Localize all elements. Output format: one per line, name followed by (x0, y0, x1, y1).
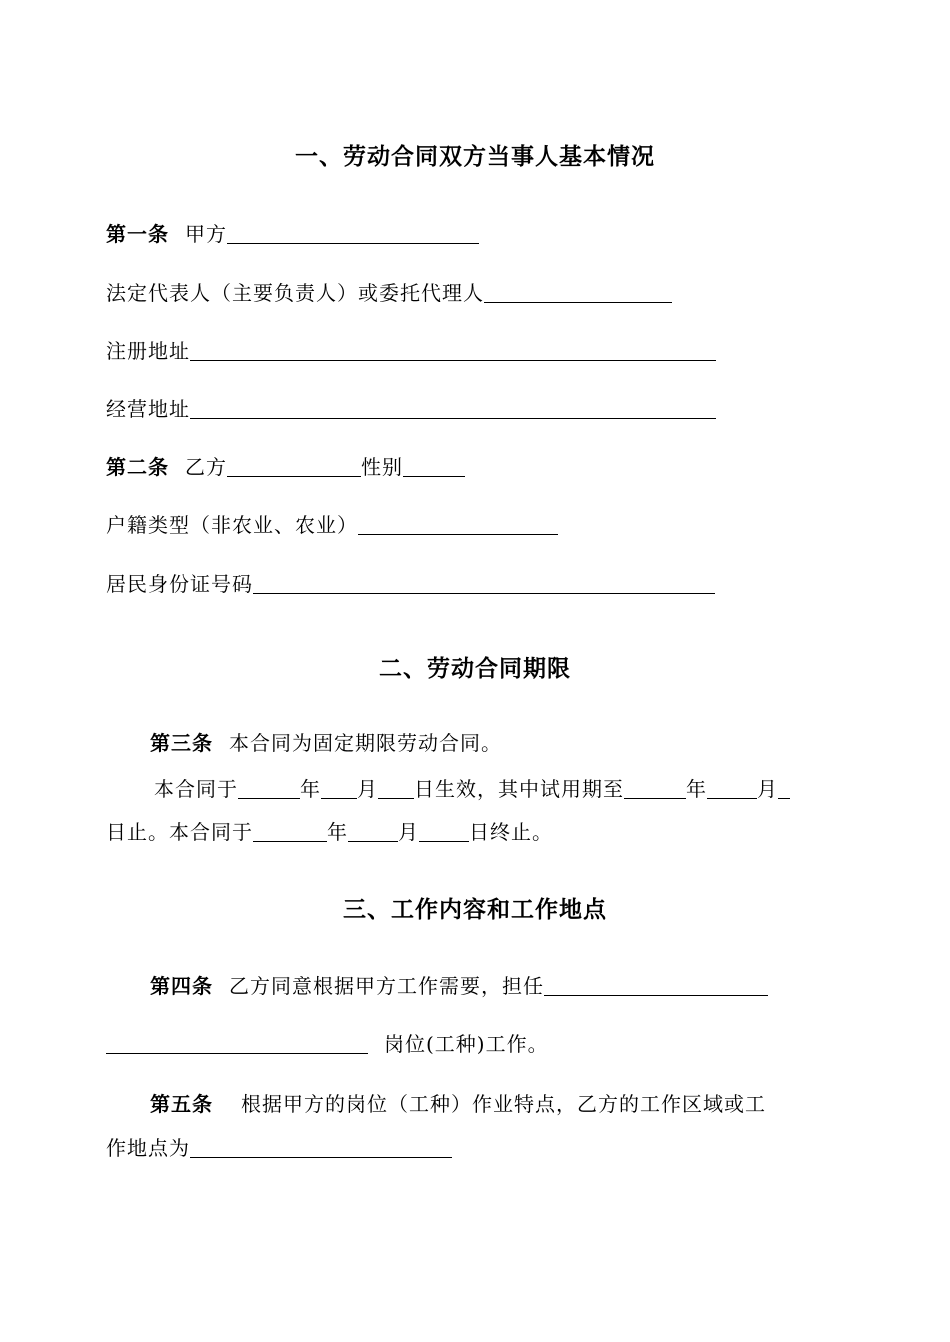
household-line (106, 511, 558, 539)
end-month-blank[interactable] (348, 821, 398, 842)
gender-label: 性别 (361, 455, 403, 479)
article4-line-2 (106, 1030, 549, 1058)
term-end-label: 日止。本合同于 (106, 820, 253, 844)
article4-tail: 岗位(工种)工作。 (384, 1032, 549, 1056)
end-month-label: 月 (398, 820, 419, 844)
probation-month-label: 月 (757, 777, 778, 801)
start-year-blank[interactable] (238, 778, 300, 799)
party-a-blank[interactable] (227, 223, 479, 244)
end-day-blank[interactable] (419, 821, 469, 842)
biz-address-line (106, 395, 716, 423)
position-blank-2[interactable] (106, 1033, 368, 1054)
term-start-label: 本合同于 (154, 777, 238, 801)
article5-text: 根据甲方的岗位（工种）作业特点，乙方的工作区域或工 (241, 1092, 766, 1116)
party-b-blank[interactable] (227, 456, 361, 477)
reg-address-label: 注册地址 (106, 339, 190, 363)
article5-line-2 (106, 1134, 452, 1162)
article3-text: 本合同为固定期限劳动合同。 (229, 731, 502, 755)
article2-line (106, 453, 465, 481)
probation-month-blank[interactable] (707, 778, 757, 799)
work-location-blank[interactable] (190, 1137, 452, 1158)
position-blank-1[interactable] (544, 975, 768, 996)
term-end-tail: 日终止。 (469, 820, 553, 844)
probation-day-blank[interactable] (778, 778, 790, 799)
article5-line (150, 1090, 766, 1118)
party-a-label: 甲方 (185, 222, 227, 246)
start-month-label: 月 (357, 777, 378, 801)
article4-text: 乙方同意根据甲方工作需要，担任 (229, 974, 544, 998)
party-b-label: 乙方 (185, 455, 227, 479)
section1-heading: 一、劳动合同双方当事人基本情况 (295, 144, 655, 170)
section2-heading: 二、劳动合同期限 (379, 656, 571, 682)
article2-label: 第二条 (106, 455, 169, 479)
section3-heading: 三、工作内容和工作地点 (343, 897, 607, 923)
end-year-label: 年 (327, 820, 348, 844)
id-line (106, 570, 715, 598)
id-blank[interactable] (253, 573, 715, 594)
article1-line (106, 220, 479, 248)
probation-year-blank[interactable] (624, 778, 686, 799)
probation-year-label: 年 (686, 777, 707, 801)
gender-blank[interactable] (403, 456, 465, 477)
article3-line (150, 729, 502, 757)
article4-label: 第四条 (150, 974, 213, 998)
end-year-blank[interactable] (253, 821, 327, 842)
article5-tail: 作地点为 (106, 1136, 190, 1160)
reg-address-blank[interactable] (190, 340, 716, 361)
probation-label: 日生效，其中试用期至 (414, 777, 624, 801)
legal-rep-line (106, 279, 672, 307)
household-label: 户籍类型（非农业、农业） (106, 513, 358, 537)
article3-label: 第三条 (150, 731, 213, 755)
term-line-1 (154, 775, 790, 803)
reg-address-line (106, 337, 716, 365)
start-day-blank[interactable] (378, 778, 414, 799)
start-year-label: 年 (300, 777, 321, 801)
start-month-blank[interactable] (321, 778, 357, 799)
id-label: 居民身份证号码 (106, 572, 253, 596)
term-line-2 (106, 818, 553, 846)
article1-label: 第一条 (106, 222, 169, 246)
biz-address-label: 经营地址 (106, 397, 190, 421)
legal-rep-label: 法定代表人（主要负责人）或委托代理人 (106, 281, 484, 305)
biz-address-blank[interactable] (190, 398, 716, 419)
legal-rep-blank[interactable] (484, 282, 672, 303)
household-blank[interactable] (358, 514, 558, 535)
article4-line (150, 972, 768, 1000)
article5-label: 第五条 (150, 1092, 213, 1116)
